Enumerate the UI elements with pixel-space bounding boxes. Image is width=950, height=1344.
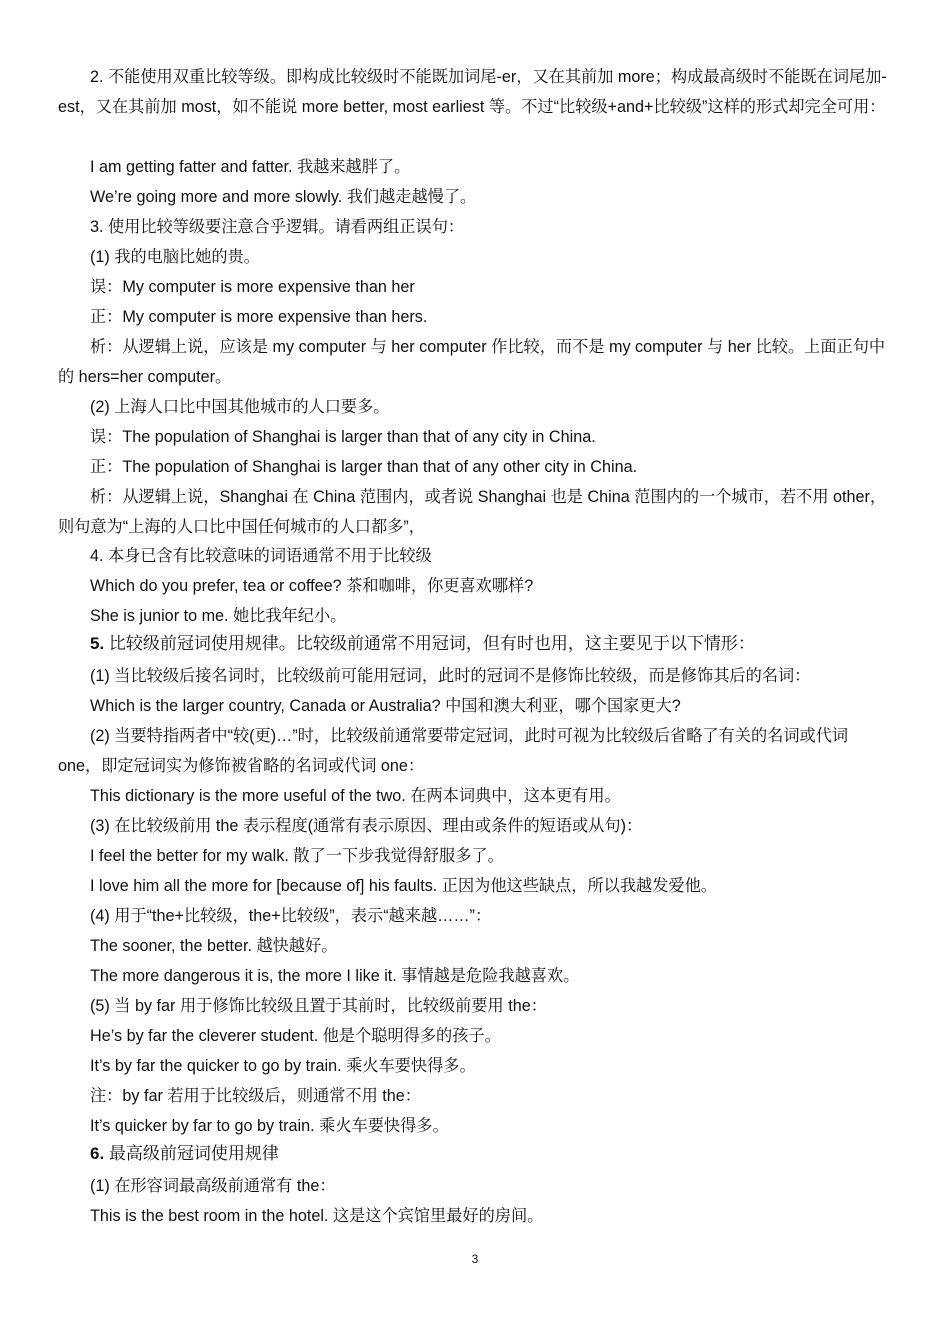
sub-item: (4) 用于“the+比较级，the+比较级”，表示“越来越……”： bbox=[90, 907, 492, 925]
rule-3-heading: 3. 使用比较等级要注意合乎逻辑。请看两组正误句： bbox=[90, 218, 465, 236]
correct-sentence: 正：The population of Shanghai is larger than that of any other city in China. bbox=[90, 458, 638, 476]
example-sentence: It’s by far the quicker to go by train. 乘火车要快得多。 bbox=[90, 1057, 476, 1075]
page-number: 3 bbox=[471, 1252, 479, 1266]
example-sentence: She is junior to me. 她比我年纪小。 bbox=[90, 607, 347, 625]
example-sentence: Which do you prefer, tea or coffee? 茶和咖啡，你更喜欢哪样? bbox=[90, 577, 534, 595]
sub-item: (5) 当 by far 用于修饰比较级且置于其前时，比较级前要用 the： bbox=[90, 997, 547, 1015]
example-sentence: The sooner, the better. 越快越好。 bbox=[90, 937, 338, 955]
sub-item: (3) 在比较级前用 the 表示程度(通常有表示原因、理由或条件的短语或从句)： bbox=[90, 817, 643, 835]
analysis-paragraph: 析：从逻辑上说，Shanghai 在 China 范围内，或者说 Shanghai 也是 China 范围内的一个城市，若不用 other，则句意为“上海的人口比中国任何城市的人口都多”， bbox=[58, 488, 887, 536]
sub-item: (2) 上海人口比中国其他城市的人口要多。 bbox=[90, 398, 390, 416]
wrong-sentence: 误：The population of Shanghai is larger than that of any city in China. bbox=[90, 428, 596, 446]
sub-item: (1) 在形容词最高级前通常有 the： bbox=[90, 1177, 336, 1195]
sub-item: (1) 当比较级后接名词时，比较级前可能用冠词，此时的冠词不是修饰比较级，而是修饰其后的名词： bbox=[90, 667, 811, 685]
example-sentence: I am getting fatter and fatter. 我越来越胖了。 bbox=[90, 158, 411, 176]
example-sentence: It’s quicker by far to go by train. 乘火车要快得多。 bbox=[90, 1117, 449, 1135]
wrong-sentence: 误：My computer is more expensive than her bbox=[90, 278, 415, 296]
sub-item-paragraph: (2) 当要特指两者中“较(更)…”时，比较级前通常要带定冠词，此时可视为比较级后省略了有关的名词或代词 one，即定冠词实为修饰被省略的名词或代词 one： bbox=[58, 727, 849, 775]
analysis-paragraph: 析：从逻辑上说，应该是 my computer 与 her computer 作比较，而不是 my computer 与 her 比较。上面正句中的 hers=her computer。 bbox=[58, 338, 886, 386]
example-sentence: He’s by far the cleverer student. 他是个聪明得多的孩子。 bbox=[90, 1027, 501, 1045]
sub-item: (1) 我的电脑比她的贵。 bbox=[90, 248, 260, 266]
heading-number: 5. bbox=[90, 634, 105, 653]
correct-sentence: 正：My computer is more expensive than hers. bbox=[90, 308, 428, 326]
example-sentence: The more dangerous it is, the more I like it. 事情越是危险我越喜欢。 bbox=[90, 967, 580, 985]
example-sentence: I feel the better for my walk. 散了一下步我觉得舒服多了。 bbox=[90, 847, 504, 865]
example-sentence: This is the best room in the hotel. 这是这个宾馆里最好的房间。 bbox=[90, 1207, 544, 1225]
section-5-heading: 5. 比较级前冠词使用规律。比较级前通常不用冠词，但有时也用，这主要见于以下情形： bbox=[90, 634, 755, 653]
example-sentence: This dictionary is the more useful of the two. 在两本词典中，这本更有用。 bbox=[90, 787, 621, 805]
note: 注：by far 若用于比较级后，则通常不用 the： bbox=[90, 1087, 421, 1105]
section-6-heading: 6. 最高级前冠词使用规律 bbox=[90, 1144, 279, 1163]
example-sentence: Which is the larger country, Canada or Australia? 中国和澳大利亚，哪个国家更大? bbox=[90, 697, 681, 715]
example-sentence: I love him all the more for [because of] his faults. 正因为他这些缺点，所以我越发爱他。 bbox=[90, 877, 717, 895]
paragraph-rule-2: 2. 不能使用双重比较等级。即构成比较级时不能既加词尾-er，又在其前加 more；构成最高级时不能既在词尾加-est，又在其前加 most，如不能说 more better, most earliest 等。不过“比较级+and+比较级”这样的形式却完全可用： bbox=[58, 68, 887, 116]
heading-number: 6. bbox=[90, 1144, 105, 1163]
example-sentence: We’re going more and more slowly. 我们越走越慢了。 bbox=[90, 188, 477, 206]
rule-4-heading: 4. 本身已含有比较意味的词语通常不用于比较级 bbox=[90, 547, 432, 565]
